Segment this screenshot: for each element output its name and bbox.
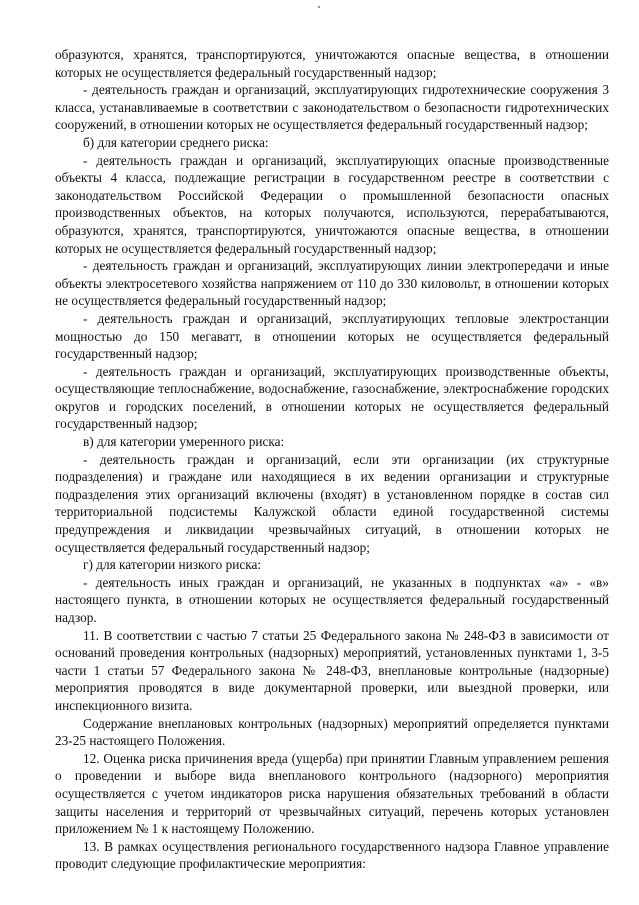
scan-speck (318, 6, 320, 8)
paragraph: - деятельность граждан и организаций, эксплуатирующих гидротехнические сооружения 3 класса, устанавливаемые в соответствии с законодательством о безопасности гидротехнических сооружений, в отношении которых не осуществляется федеральный государственный надзор; (55, 82, 609, 133)
paragraph: образуются, хранятся, транспортируются, уничтожаются опасные вещества, в отношении которых не осуществляется федеральный государственный надзор; (55, 47, 609, 80)
paragraph: в) для категории умеренного риска: (83, 434, 285, 450)
paragraph: 12. Оценка риска причинения вреда (ущерба) при принятии Главным управлением решения о проведении и выборе вида внепланового контрольного (надзорного) мероприятия осуществляется с учетом индикаторов риска нарушения обязательных требований в области защиты населения и территорий от чрезвычайных ситуаций, перечень которых установлен приложением № 1 к настоящему Положению. (55, 750, 609, 837)
paragraph: - деятельность иных граждан и организаций, не указанных в подпунктах «а» - «в» настоящего пункта, в отношении которых не осуществляется федеральный государственный надзор. (55, 574, 609, 625)
paragraph: г) для категории низкого риска: (83, 557, 262, 573)
paragraph: - деятельность граждан и организаций, эксплуатирующих опасные производственные объекты 4 класса, подлежащие регистрации в государственном реестре в соответствии с законодательством Российской Федерации о промышленной безопасности опасных производственных объектов, на которых получаются, используются, перерабатываются, образуются, хранятся, транспортируются, уничтожаются опасные вещества, в отношении которых не осуществляется федеральный государственный надзор; (55, 152, 609, 256)
paragraph: б) для категории среднего риска: (83, 134, 269, 150)
paragraph: - деятельность граждан и организаций, эксплуатирующих линии электропередачи и иные объекты электросетевого хозяйства напряжением от 110 до 330 киловольт, в отношении которых не осуществляется федеральный государственный надзор; (55, 258, 609, 309)
paragraph: - деятельность граждан и организаций, эксплуатирующих производственные объекты, осуществляющие теплоснабжение, водоснабжение, газоснабжение, электроснабжение городских округов и городских поселений, в отношении которых не осуществляется федеральный государственный надзор; (55, 363, 609, 432)
paragraph: 11. В соответствии с частью 7 статьи 25 Федерального закона № 248-ФЗ в зависимости от оснований проведения контрольных (надзорных) мероприятий, установленных пунктами 1, 3-5 части 1 статьи 57 Федерального закона № 248-ФЗ, внеплановые контрольные (надзорные) мероприятия проводятся в виде документарной проверки, или выездной проверки, или инспекционного визита. (55, 627, 609, 713)
paragraph: Содержание внеплановых контрольных (надзорных) мероприятий определяется пунктами 23-25 настоящего Положения. (55, 715, 609, 749)
paragraph: - деятельность граждан и организаций, эксплуатирующих тепловые электростанции мощностью до 150 мегаватт, в отношении которых не осуществляется федеральный государственный надзор; (55, 310, 609, 362)
paragraph: - деятельность граждан и организаций, если эти организации (их структурные подразделения) и граждане или находящиеся в их ведении организации и структурные подразделения этих организаций включены (входят) в установленном порядке в состав сил территориальной подсистемы Калужской области единой государственной системы предупреждения и ликвидации чрезвычайных ситуаций, в отношении которых не осуществляется федеральный государственный надзор; (55, 451, 609, 555)
paragraph: 13. В рамках осуществления регионального государственного надзора Главное управление проводит следующие профилактические мероприятия: (55, 838, 609, 872)
document-body (55, 46, 609, 873)
